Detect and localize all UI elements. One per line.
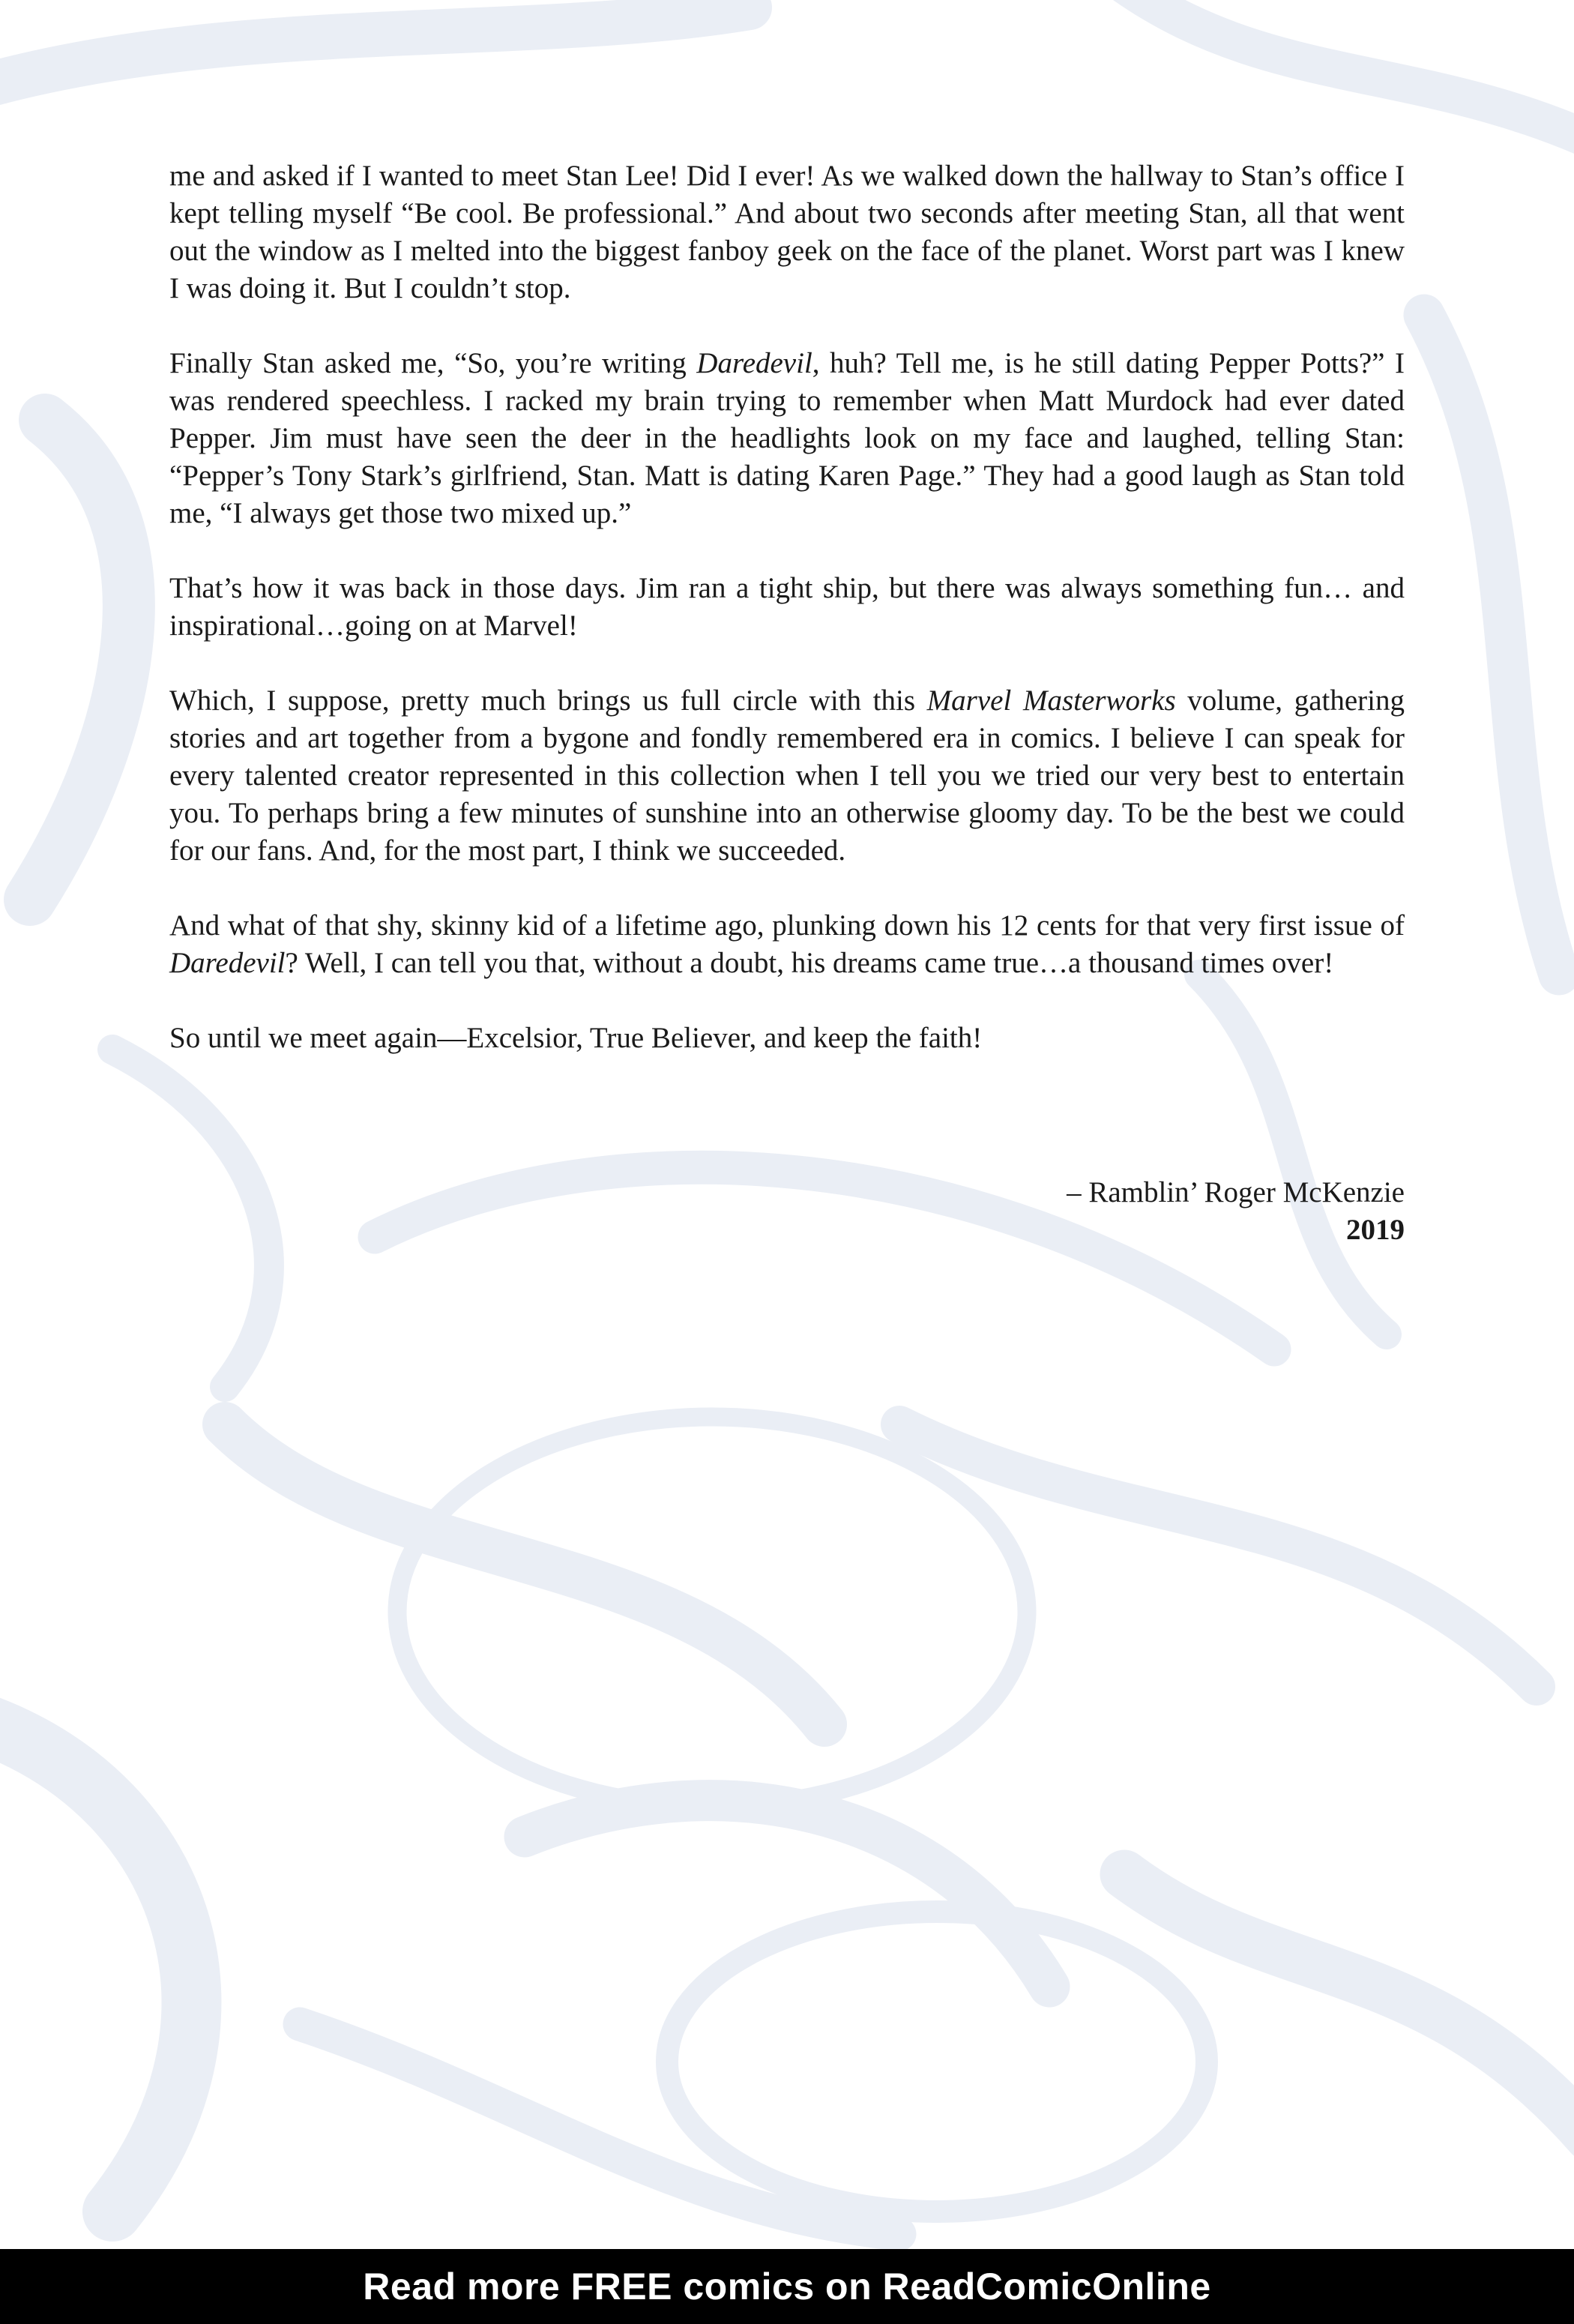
italic-title: Daredevil — [169, 947, 286, 979]
signature-block — [1067, 1174, 1405, 1249]
signature-author: – Ramblin’ Roger McKenzie — [1067, 1176, 1405, 1208]
body-text — [169, 157, 1405, 1095]
paragraph — [169, 345, 1405, 532]
paragraph-text: volume, gathering stories and art together from a bygone and fondly remembered era in comics. I believe I can speak for every talented creator represented in this collection when I tell you we tried our very best to entertain you. To perhaps bring a few minutes of sunshine into an otherwise gloomy day. To be the best we could for our fans. And, for the most part, I think we succeeded. — [169, 684, 1405, 867]
paragraph — [169, 157, 1405, 307]
paragraph — [169, 1020, 1405, 1057]
paragraph-text: , huh? Tell me, is he still dating Pepper Potts?” I was rendered speechless. I racked my brain trying to remember when Matt Murdock had ever dated Pepper. Jim must have seen the deer in the headlights look on my face and laughed, telling Stan: “Pepper’s Tony Stark’s girlfriend, Stan. Matt is dating Karen Page.” They had a good laugh as Stan told me, “I always get those two mixed up.” — [169, 347, 1405, 529]
paragraph-text: Which, I suppose, pretty much brings us full circle with this — [169, 684, 927, 717]
paragraph-text: So until we meet again—Excelsior, True Believer, and keep the faith! — [169, 1022, 983, 1054]
paragraph-text: me and asked if I wanted to meet Stan Lee! Did I ever! As we walked down the hallway to Stan’s office I kept telling myself “Be cool. Be professional.” And about two seconds after meeting Stan, all that went out the window as I melted into the biggest fanboy geek on the face of the planet. Worst part was I knew I was doing it. But I couldn’t stop. — [169, 160, 1405, 304]
paragraph-text: That’s how it was back in those days. Jim ran a tight ship, but there was always something fun… and inspirational…going on at Marvel! — [169, 572, 1405, 642]
paragraph-text: Finally Stan asked me, “So, you’re writing — [169, 347, 697, 379]
promo-banner-text[interactable]: Read more FREE comics on ReadComicOnline — [363, 2266, 1211, 2308]
paragraph-text: And what of that shy, skinny kid of a lifetime ago, plunking down his 12 cents for that very first issue of — [169, 909, 1405, 942]
italic-title: Daredevil — [696, 347, 812, 379]
italic-title: Marvel Masterworks — [926, 684, 1176, 717]
paragraph — [169, 682, 1405, 870]
paragraph — [169, 570, 1405, 645]
paragraph-text: ? Well, I can tell you that, without a doubt, his dreams came true…a thousand times over! — [285, 947, 1334, 979]
promo-banner[interactable] — [0, 2249, 1574, 2324]
signature-year: 2019 — [1346, 1214, 1405, 1246]
paragraph — [169, 907, 1405, 982]
